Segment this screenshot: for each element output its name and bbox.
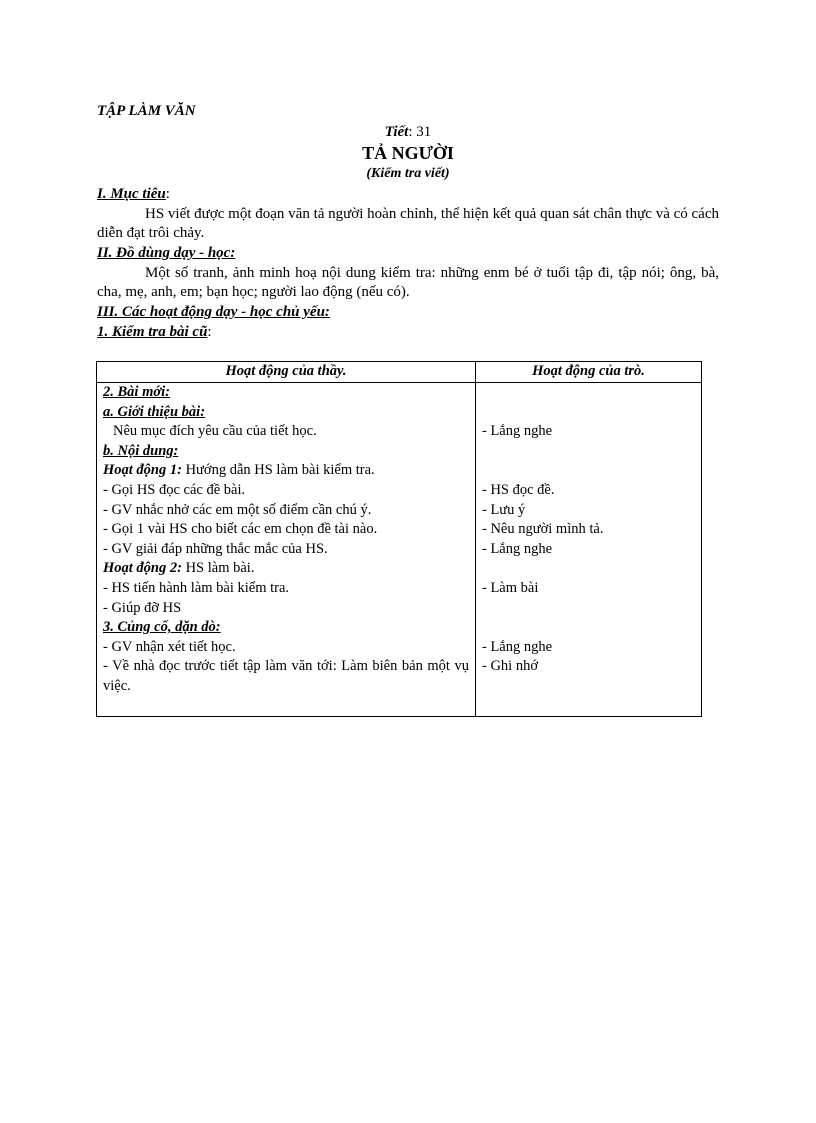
subject-heading: TẬP LÀM VĂN [97,103,196,119]
teacher-line: Nêu mục đích yêu cầu của tiết học. [113,423,317,440]
activities-table [96,361,702,717]
lesson-number: Tiết: 31 [384,124,432,140]
student-line: - HS đọc đề. [482,481,555,498]
student-line: - Làm bài [482,579,539,596]
teacher-line: - Giúp đỡ HS [103,599,182,616]
student-line: - Lắng nghe [482,423,553,440]
teacher-line: - HS tiến hành làm bài kiểm tra. [103,579,290,596]
teacher-activities-cell [97,383,476,717]
student-line: - Lắng nghe [482,540,553,557]
lesson-number-value: 31 [416,124,432,140]
activity-2-line: Hoạt động 2: HS làm bài. [103,560,255,577]
objectives-text: HS viết được một đoạn văn tả người hoàn chỉnh, thể hiện kết quả quan sát chân thực và có cách diễn đạt trôi chảy. [97,205,719,241]
student-line: - Lắng nghe [482,638,553,655]
activities-heading: III. Các hoạt động dạy - học chủ yếu: [97,304,330,320]
lesson-subtitle: (Kiểm tra viết) [366,166,450,181]
new-lesson-heading: 2. Bài mới: [103,384,170,400]
section-activities [97,303,719,342]
table-row [97,383,702,717]
wrapup-heading: 3. Củng cố, dặn dò: [103,619,221,636]
lesson-title: TẢ NGƯỜI [362,143,454,163]
teacher-line: - GV nhắc nhở các em một số điểm cần chú ý. [103,501,372,518]
student-line: - Lưu ý [482,501,526,518]
student-activities-cell [476,383,702,717]
materials-text: Một số tranh, ảnh minh hoạ nội dung kiểm tra: những enm bé ở tuổi tập đi, tập nói; ông, bà, cha, mẹ, anh, em; bạn học; người lao động (nếu có). [97,264,719,300]
content-heading: b. Nội dung: [103,442,179,459]
student-line: - Nêu người mình tả. [482,521,604,538]
section-materials [97,244,719,303]
teacher-line: - Gọi HS đọc các đề bài. [103,481,246,498]
review-heading: 1. Kiểm tra bài cũ: [97,323,212,340]
intro-heading: a. Giới thiệu bài: [103,403,206,420]
student-column-header: Hoạt động của trò. [476,362,702,383]
section-objectives [97,185,719,244]
table-header-row [97,362,702,383]
student-line: - Ghi nhớ [482,658,538,675]
teacher-line: - GV giải đáp những thắc mắc của HS. [103,540,328,557]
teacher-line: - Gọi 1 vài HS cho biết các em chọn đề tài nào. [103,521,378,538]
lesson-label: Tiết [384,124,409,140]
activity-1-line: Hoạt động 1: Hướng dẫn HS làm bài kiểm tra. [103,462,375,479]
teacher-line: - GV nhận xét tiết học. [103,638,236,655]
objectives-heading: I. Mục tiêu: [97,186,170,202]
materials-heading: II. Đồ dùng dạy - học: [97,245,236,261]
teacher-line: - Về nhà đọc trước tiết tập làm văn tới: Làm biên bản một vụ việc. [103,658,469,694]
teacher-column-header: Hoạt động của thầy. [97,362,476,383]
